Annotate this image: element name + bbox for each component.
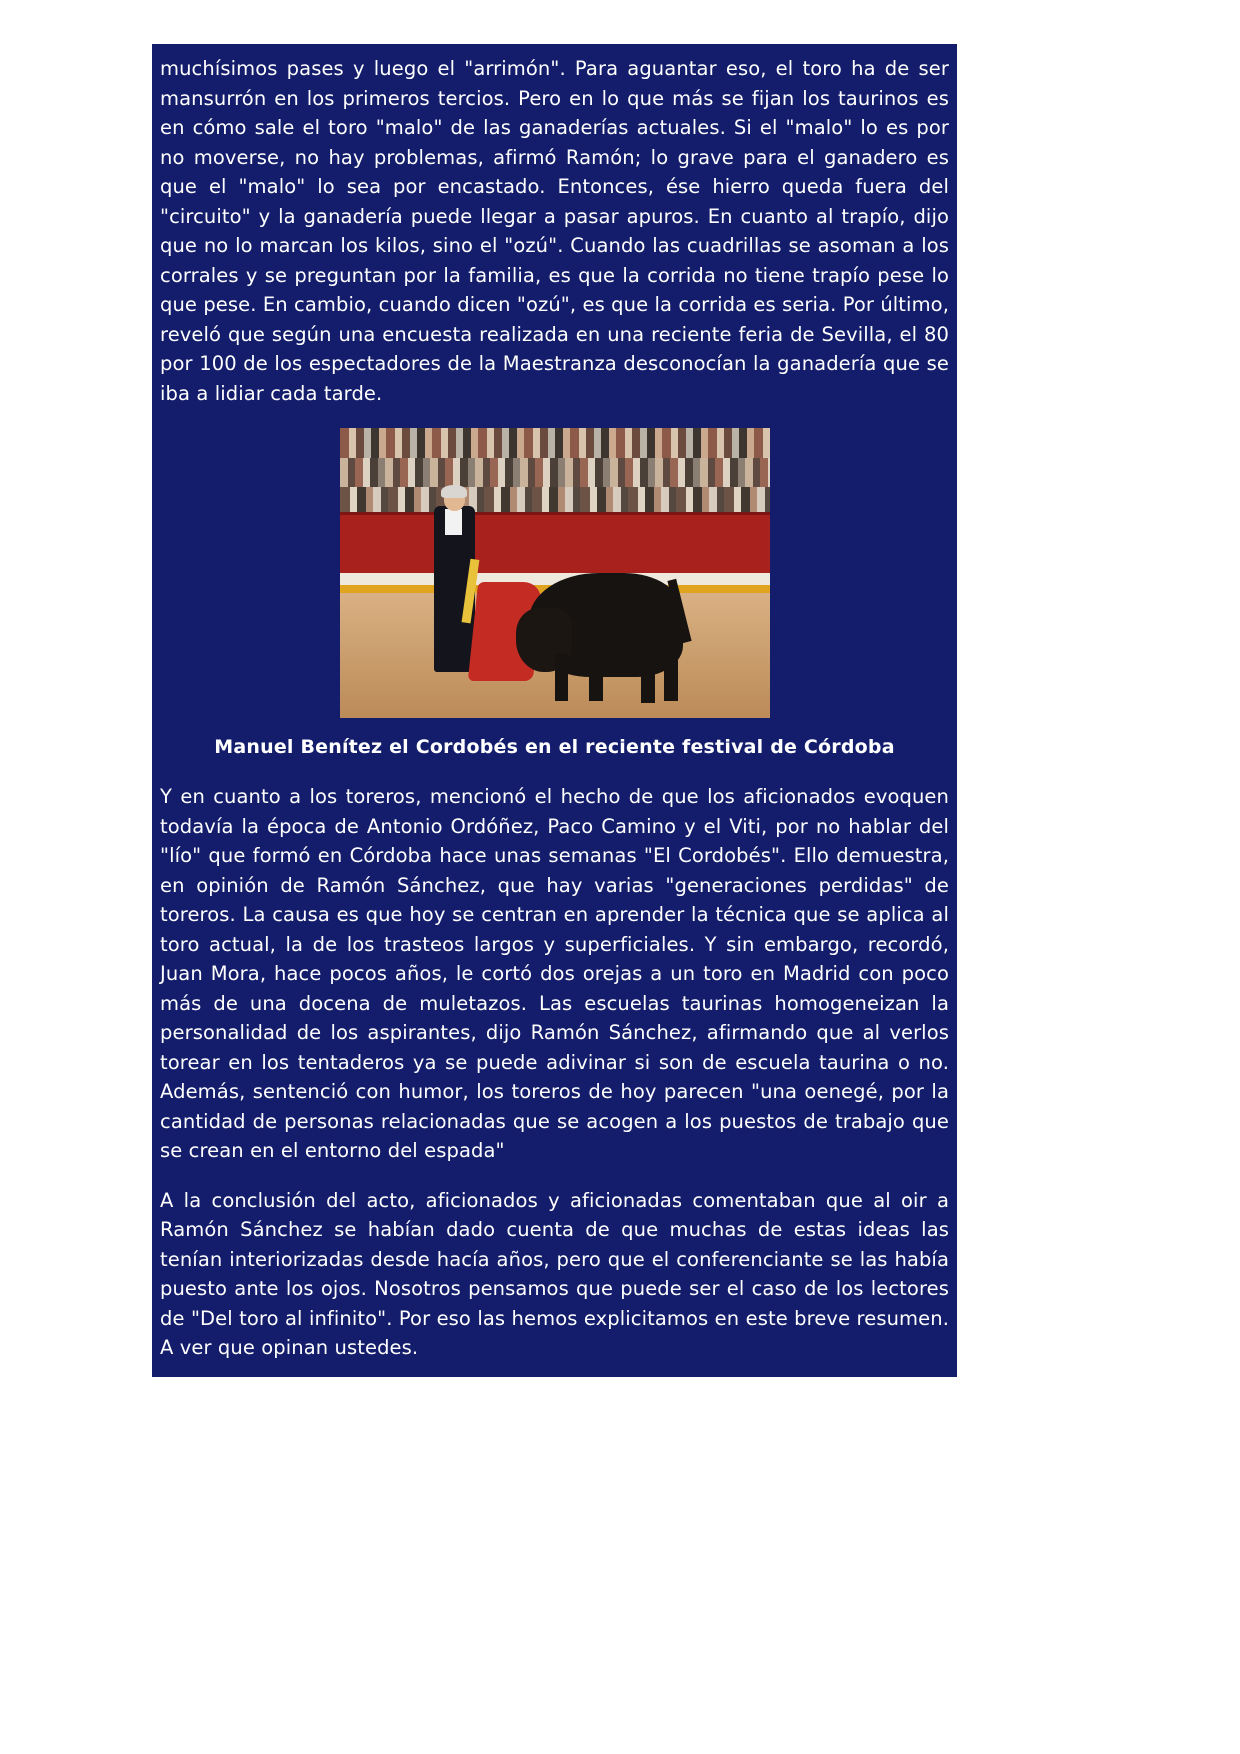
photo-stands (340, 428, 770, 518)
bullfight-photo (340, 428, 770, 718)
paragraph-2: Y en cuanto a los toreros, mencionó el hecho de que los aficionados evoquen todavía la época de Antonio Ordóñez, Paco Camino y el Viti, por no hablar del "lío" que formó en Córdoba hace unas semanas "El Cordobés". Ello demuestra, en opinión de Ramón Sánchez, que hay varias "generaciones perdidas" de toreros. La causa es que hoy se centran en aprender la técnica que se aplica al toro actual, la de los trasteos largos y superficiales. Y sin embargo, recordó, Juan Mora, hace pocos años, le cortó dos orejas a un toro en Madrid con poco más de una docena de muletazos. Las escuelas taurinas homogeneizan la personalidad de los aspirantes, dijo Ramón Sánchez, afirmando que al verlos torear en los tentaderos ya se puede adivinar si son de escuela taurina o no. Además, sentenció con humor, los toreros de hoy parecen "una oenegé, por la cantidad de personas relacionadas que se acogen a los puestos de trabajo que se crean en el entorno del espada" (160, 785, 949, 1162)
photo-bull-leg (664, 657, 678, 701)
photo-matador-shirt (445, 509, 462, 535)
paragraph-1: muchísimos pases y luego el "arrimón". Para aguantar eso, el toro ha de ser mansurrón en los primeros tercios. Pero en lo que más se fijan los taurinos es en cómo sale el toro "malo" de las ganaderías actuales. Si el "malo" lo es por no moverse, no hay problemas, afirmó Ramón; lo grave para el ganadero es que el "malo" lo sea por encastado. Entonces, ése hierro queda fuera del "circuito" y la ganadería puede llegar a pasar apuros. En cuanto al trapío, dijo que no lo marcan los kilos, sino el "ozú". Cuando las cuadrillas se asoman a los corrales y se preguntan por la familia, es que la corrida no tiene trapío pese lo que pese. En cambio, cuando dicen "ozú", es que la corrida es seria. Por último, reveló que según una encuesta realizada en una reciente feria de Sevilla, el 80 por 100 de los espectadores de la Maestranza desconocían la ganadería que se iba a lidiar cada tarde. (160, 57, 949, 405)
figure-caption: Manuel Benítez el Cordobés en el reciente festival de Córdoba (214, 736, 895, 758)
photo-bull-leg (641, 654, 656, 703)
paragraph-3: A la conclusión del acto, aficionados y aficionadas comentaban que al oir a Ramón Sánchez se habían dado cuenta de que muchas de estas ideas las tenían interiorizadas desde hacía años, pero que el conferenciante se las había puesto ante los ojos. Nosotros pensamos que puede ser el caso de los lectores de "Del toro al infinito". Por eso las hemos explicitamos en este breve resumen. A ver que opinan ustedes. (160, 1188, 949, 1359)
photo-matador-hair (441, 485, 467, 498)
photo-bull-leg (589, 660, 603, 701)
document-body (152, 44, 957, 1377)
photo-crowd-row (340, 428, 770, 458)
figure (160, 428, 949, 722)
photo-bull-leg (555, 654, 569, 700)
photo-crowd-row (340, 458, 770, 488)
